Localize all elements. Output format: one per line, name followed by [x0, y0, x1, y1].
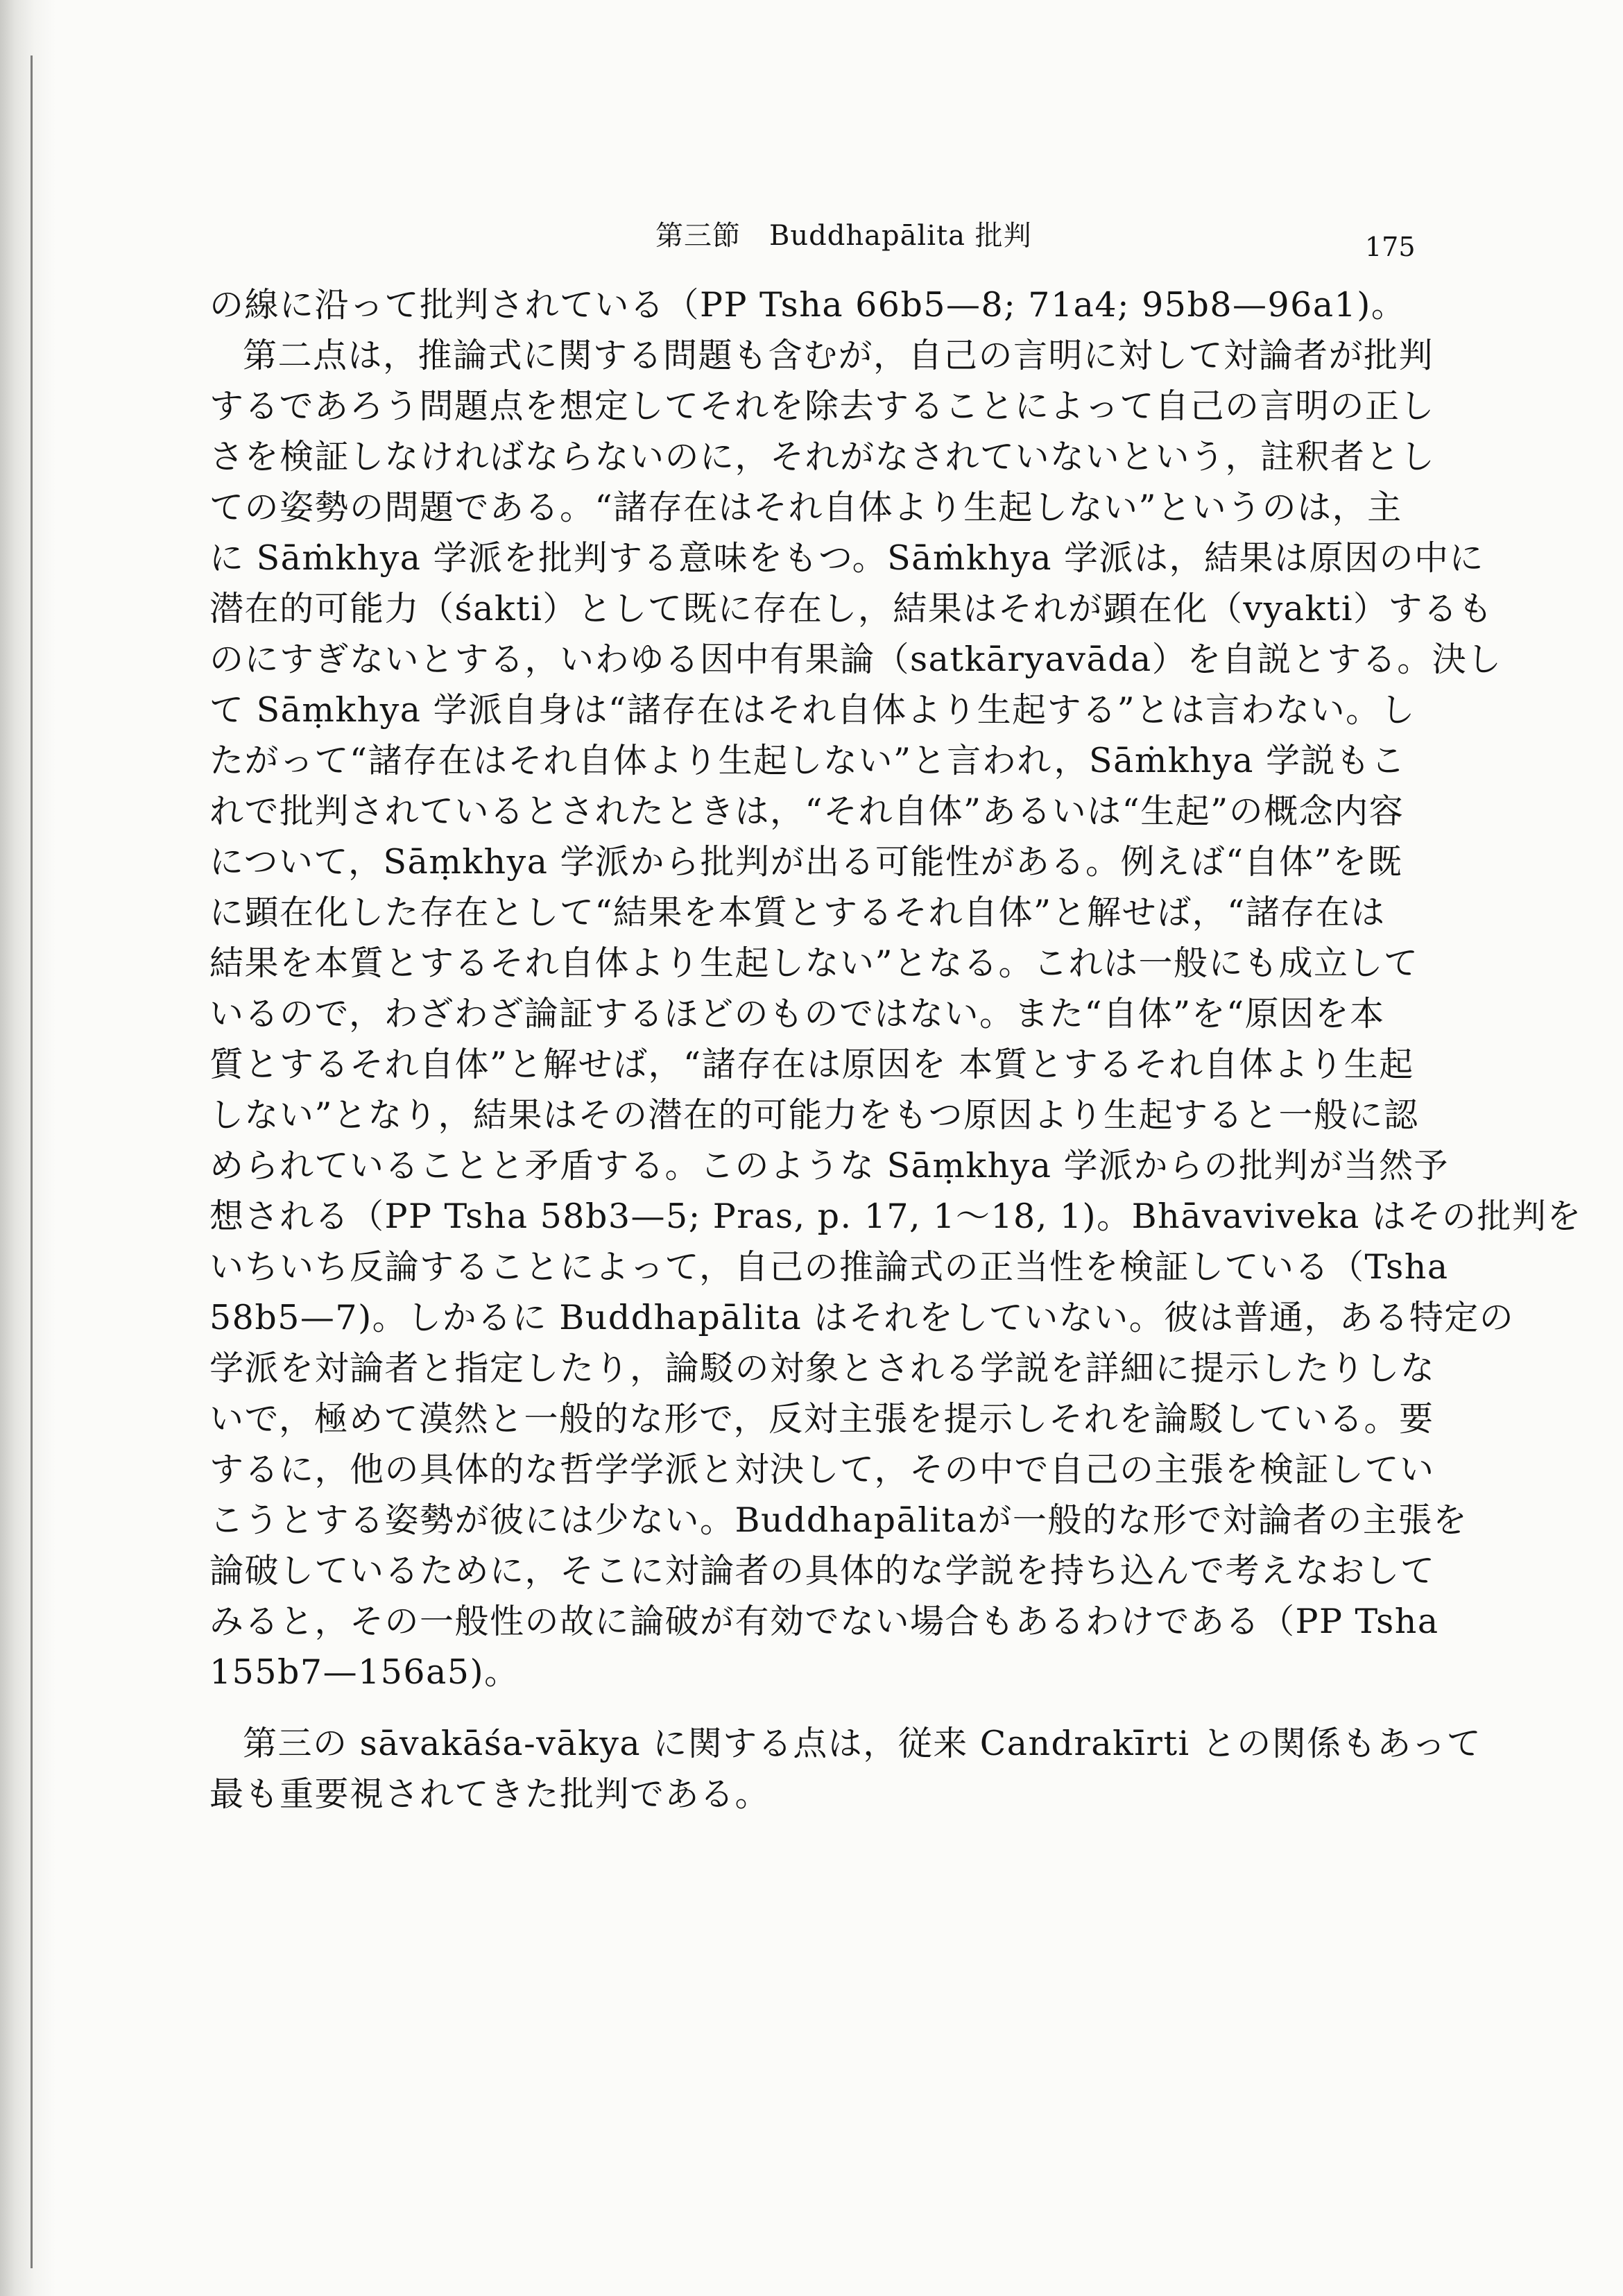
text-line: れで批判されているとされたときは，“それ自体”あるいは“生起”の概念内容	[209, 791, 1405, 831]
paragraph	[209, 330, 1582, 1697]
text-line: て Sāṃkhya 学派自身は“諸存在はそれ自体より生起する”とは言わない。し	[209, 690, 1416, 730]
binding-edge	[0, 0, 55, 2296]
text-line: さを検証しなければならないのに，それがなされていないという，註釈者とし	[209, 437, 1436, 477]
text-line: 結果を本質とするそれ自体より生起しない”となる。これは一般にも成立して	[209, 943, 1419, 983]
text-line: のにすぎないとする，いわゆる因中有果論（satkāryavāda）を自説とする。決し	[209, 640, 1502, 679]
running-head	[0, 214, 1623, 262]
text-line: 58b5—7)。しかるに Buddhapālita はそれをしていない。彼は普通，ある特定の	[209, 1298, 1515, 1337]
text-line: 潜在的可能力（śakti）として既に存在し，結果はそれが顕在化（vyakti）するも	[209, 589, 1494, 628]
text-line: するに，他の具体的な哲学学派と対決して，その中で自己の主張を検証してい	[209, 1450, 1435, 1489]
body-text	[209, 280, 1582, 1819]
text-line: に Sāṁkhya 学派を批判する意味をもつ。Sāṁkhya 学派は，結果は原因の中に	[209, 538, 1485, 578]
text-line: いるので，わざわざ論証するほどのものではない。また“自体”を“原因を本	[209, 994, 1385, 1034]
text-line: について，Sāṃkhya 学派から批判が出る可能性がある。例えば“自体”を既	[209, 842, 1403, 882]
text-line: するであろう問題点を想定してそれを除去することによって自己の言明の正し	[209, 386, 1436, 426]
text-line: 論破しているために，そこに対論者の具体的な学説を持ち込んで考えなおして	[209, 1551, 1436, 1591]
text-line: に顕在化した存在として“結果を本質とするそれ自体”と解せば，“諸存在は	[209, 893, 1386, 932]
text-line: 最も重要視されてきた批判である。	[209, 1774, 771, 1814]
text-line: 155b7—156a5)。	[209, 1652, 519, 1692]
text-line: たがって“諸存在はそれ自体より生起しない”と言われ，Sāṁkhya 学説もこ	[209, 741, 1407, 780]
text-line: 第三の sāvakāśa-vākya に関する点は，従来 Candrakīrti との関係もあって	[243, 1724, 1482, 1763]
text-line: 質とするそれ自体”と解せば，“諸存在は原因を 本質とするそれ自体より生起	[209, 1045, 1414, 1084]
paragraph	[209, 1718, 1482, 1819]
text-line: 想される（PP Tsha 58b3—5; Pras, p. 17, 1〜18, 1)。Bhāvaviveka はその批判を	[209, 1197, 1582, 1236]
text-line: 第二点は，推論式に関する問題も含むが，自己の言明に対して対論者が批判	[243, 336, 1434, 375]
text-line: みると，その一般性の故に論破が有効でない場合もあるわけである（PP Tsha	[209, 1602, 1439, 1641]
running-title: 第三節 Buddhapālita 批判	[655, 220, 1032, 252]
text-line: こうとする姿勢が彼には少ない。Buddhapālitaが一般的な形で対論者の主張を	[209, 1500, 1468, 1540]
binding-rule-line	[31, 55, 33, 2268]
text-line: しない”となり，結果はその潜在的可能力をもつ原因より生起すると一般に認	[209, 1095, 1419, 1135]
text-line: められていることと矛盾する。このような Sāṃkhya 学派からの批判が当然予	[209, 1146, 1450, 1185]
text-line: いちいち反論することによって，自己の推論式の正当性を検証している（Tsha	[209, 1247, 1449, 1287]
text-line: の線に沿って批判されている（PP Tsha 66b5—8; 71a4; 95b8—96a1)。	[209, 285, 1407, 325]
paragraph	[209, 280, 1430, 330]
text-line: いで，極めて漠然と一般的な形で，反対主張を提示しそれを論駁している。要	[209, 1399, 1434, 1439]
text-line: 学派を対論者と指定したり，論駁の対象とされる学説を詳細に提示したりしな	[209, 1348, 1436, 1388]
text-line: ての姿勢の問題である。“諸存在はそれ自体より生起しない”というのは，主	[209, 488, 1402, 527]
page-number: 175	[1365, 232, 1416, 262]
